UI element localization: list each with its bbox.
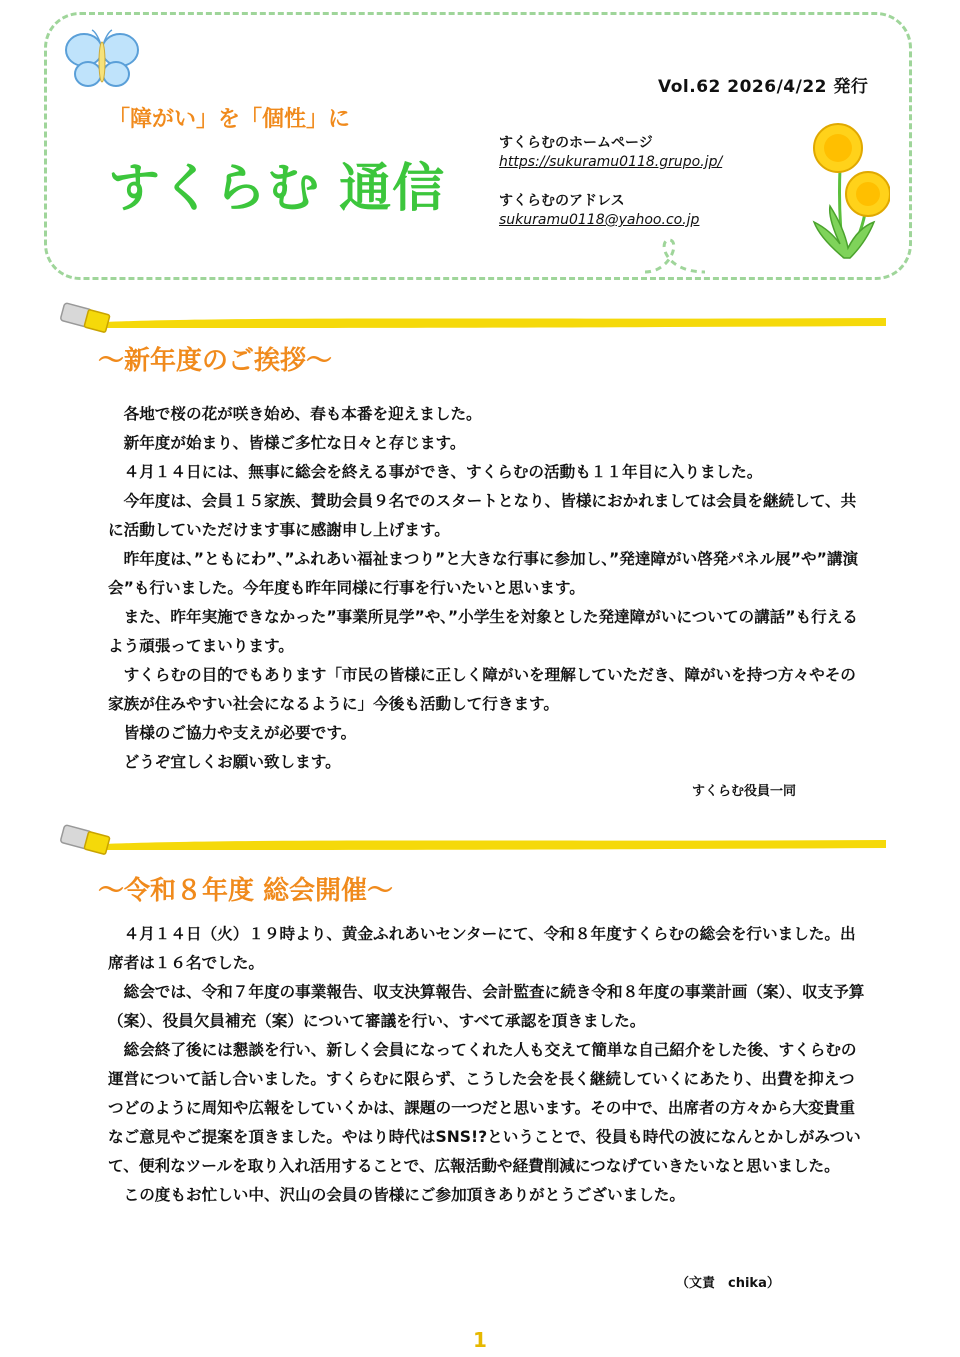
paint-tube-icon [54, 294, 894, 340]
frame-loop-decoration [640, 232, 710, 282]
paragraph: 昨年度は、”ともにわ”、”ふれあい福祉まつり”と大きな行事に参加し、”発達障がい啓発パネル展”や”講演会”も行いました。今年度も昨年同様に行事を行いたいと思います。 [108, 550, 859, 597]
paint-tube-icon [54, 816, 894, 862]
section-heading-general-meeting: ～令和８年度 総会開催～ [98, 876, 394, 906]
paragraph: 今年度は、会員１５家族、賛助会員９名でのスタートとなり、皆様におかれましては会員を継続して、共に活動していただけます事に感謝申し上げます。 [108, 492, 857, 539]
author-credit: （文責 chika） [676, 1276, 780, 1291]
paragraph: この度もお忙しい中、沢山の会員の皆様にご参加頂きありがとうございました。 [123, 1186, 685, 1204]
paragraph: 各地で桜の花が咲き始め、春も本番を迎えました。 [123, 405, 482, 423]
section-heading-greeting: ～新年度のご挨拶～ [98, 346, 333, 376]
page-number: 1 [473, 1328, 487, 1352]
paragraph: 総会では、令和７年度の事業報告、収支決算報告、会計監査に続き令和８年度の事業計画（案）、収支予算（案）、役員欠員補充（案）について審議を行い、すべて承認を頂きました。 [108, 983, 865, 1030]
paragraph: ４月１４日には、無事に総会を終える事ができ、すくらむの活動も１１年目に入りました。 [123, 463, 763, 481]
meeting-body [108, 920, 868, 1210]
email-link[interactable]: sukuramu0118@yahoo.co.jp [499, 212, 700, 228]
signature: すくらむ役員一同 [692, 784, 797, 799]
issue-info: Vol.62 2026/4/22 発行 [658, 77, 869, 97]
paragraph: 総会終了後には懇談を行い、新しく会員になってくれた人も交えて簡単な自己紹介をした後、すくらむの運営について話し合いました。すくらむに限らず、こうした会を長く継続していくにあたり、出費を抑えつつどのように周知や広報をしていくかは、課題の一つだと思います。その中で、出席者の方々から大変貴重なご意見やご提案を頂きました。やはり時代はSNS!?ということで、役員も時代の波になんとかしがみついて、便利なツールを取り入れ活用することで、広報活動や経費削減につなげていきたいなと思いました。 [108, 1041, 861, 1175]
paragraph: また、昨年実施できなかった”事業所見学”や、”小学生を対象とした発達障がいについての講話”も行えるよう頑張ってまいります。 [108, 608, 858, 655]
homepage-info [499, 132, 722, 170]
paragraph: 皆様のご協力や支えが必要です。 [123, 724, 357, 742]
address-info [499, 190, 699, 228]
butterfly-icon [62, 28, 142, 94]
address-label: すくらむのアドレス [499, 193, 625, 209]
homepage-link[interactable]: https://sukuramu0118.grupo.jp/ [499, 154, 723, 170]
dandelion-icon [800, 118, 890, 268]
paragraph: どうぞ宜しくお願い致します。 [123, 753, 341, 771]
newsletter-title: すくらむ 通信 [108, 159, 446, 219]
homepage-label: すくらむのホームページ [499, 135, 653, 151]
paragraph: 新年度が始まり、皆様ご多忙な日々と存じます。 [123, 434, 466, 452]
paragraph: ４月１４日（火）１９時より、黄金ふれあいセンターにて、令和８年度すくらむの総会を行いました。出席者は１６名でした。 [108, 925, 856, 972]
greeting-body [108, 400, 868, 777]
paragraph: すくらむの目的でもあります「市民の皆様に正しく障がいを理解していただき、障がいを持つ方々やその家族が住みやすい社会になるように」今後も活動して行きます。 [108, 666, 856, 713]
tagline: 「障がい」を「個性」に [108, 107, 351, 132]
